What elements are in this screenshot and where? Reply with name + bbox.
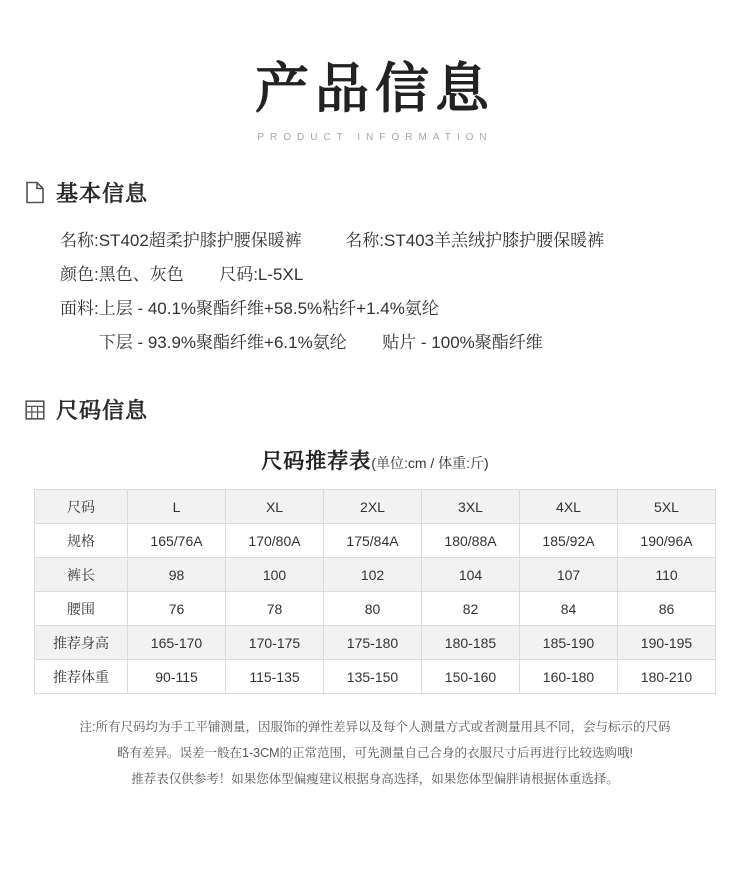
basic-info-row-fabric-lower xyxy=(60,326,750,360)
fabric-upper: 面料:上层 - 40.1%聚酯纤维+58.5%粘纤+1.4%氨纶 xyxy=(60,299,439,319)
table-header-row xyxy=(35,490,716,524)
size-table-title-main: 尺码推荐表 xyxy=(261,450,372,474)
table-header-cell: 3XL xyxy=(422,490,520,524)
product-name-st402: 名称:ST402超柔护膝护腰保暖裤 xyxy=(60,231,302,251)
table-cell: 170/80A xyxy=(226,524,324,558)
page-title-block xyxy=(0,0,750,143)
table-cell: 185/92A xyxy=(520,524,618,558)
table-icon xyxy=(24,398,46,422)
table-cell: 165-170 xyxy=(128,626,226,660)
row-head: 规格 xyxy=(35,524,128,558)
table-header-cell: L xyxy=(128,490,226,524)
fabric-lower: 下层 - 93.9%聚酯纤维+6.1%氨纶 xyxy=(98,333,347,353)
table-cell: 82 xyxy=(422,592,520,626)
size-table-title xyxy=(0,445,750,475)
page-title: 产品信息 xyxy=(255,57,495,120)
section-header-size-info xyxy=(24,394,750,425)
table-cell: 150-160 xyxy=(422,660,520,694)
table-cell: 175-180 xyxy=(324,626,422,660)
note-line: 注:所有尺码均为手工平铺测量，因服饰的弹性差异以及每个人测量方式或者测量用具不同，会与标示的尺码 xyxy=(79,720,671,735)
table-row xyxy=(35,558,716,592)
table-cell: 190-195 xyxy=(618,626,716,660)
table-header-cell: 5XL xyxy=(618,490,716,524)
table-cell: 100 xyxy=(226,558,324,592)
table-cell: 104 xyxy=(422,558,520,592)
section-title-basic-info: 基本信息 xyxy=(56,181,149,207)
fabric-patch: 贴片 - 100%聚酯纤维 xyxy=(382,333,543,353)
note-line: 略有差异。误差一般在1-3CM的正常范围，可先测量自己合身的衣服尺寸后再进行比较选购哦! xyxy=(117,746,633,761)
table-cell: 180-185 xyxy=(422,626,520,660)
table-header-cell: XL xyxy=(226,490,324,524)
table-cell: 80 xyxy=(324,592,422,626)
table-cell: 170-175 xyxy=(226,626,324,660)
table-cell: 110 xyxy=(618,558,716,592)
table-cell: 86 xyxy=(618,592,716,626)
table-cell: 175/84A xyxy=(324,524,422,558)
table-cell: 135-150 xyxy=(324,660,422,694)
table-cell: 107 xyxy=(520,558,618,592)
section-title-size-info: 尺码信息 xyxy=(56,398,149,424)
table-cell: 78 xyxy=(226,592,324,626)
product-name-st403: 名称:ST403羊羔绒护膝护腰保暖裤 xyxy=(345,231,605,251)
table-cell: 76 xyxy=(128,592,226,626)
table-cell: 115-135 xyxy=(226,660,324,694)
row-head: 裤长 xyxy=(35,558,128,592)
table-cell: 160-180 xyxy=(520,660,618,694)
table-header-cell: 4XL xyxy=(520,490,618,524)
page-subtitle: PRODUCT INFORMATION xyxy=(257,132,493,144)
section-header-basic-info xyxy=(24,177,750,208)
document-icon xyxy=(24,181,46,205)
table-cell: 84 xyxy=(520,592,618,626)
table-cell: 180/88A xyxy=(422,524,520,558)
table-row xyxy=(35,626,716,660)
size-notes xyxy=(36,714,714,792)
table-header-cell: 2XL xyxy=(324,490,422,524)
table-cell: 190/96A xyxy=(618,524,716,558)
basic-info-row-fabric-upper xyxy=(60,292,750,326)
basic-info-row-color-size xyxy=(60,258,750,292)
product-size-range: 尺码:L-5XL xyxy=(219,265,304,285)
table-cell: 98 xyxy=(128,558,226,592)
table-row xyxy=(35,660,716,694)
note-line: 推荐表仅供参考！如果您体型偏瘦建议根据身高选择，如果您体型偏胖请根据体重选择。 xyxy=(131,772,619,787)
size-table-title-unit: (单位:cm / 体重:斤) xyxy=(371,455,489,472)
table-cell: 102 xyxy=(324,558,422,592)
table-cell: 185-190 xyxy=(520,626,618,660)
table-cell: 165/76A xyxy=(128,524,226,558)
table-cell: 180-210 xyxy=(618,660,716,694)
basic-info-row-name xyxy=(60,224,750,258)
row-head: 腰围 xyxy=(35,592,128,626)
product-color: 颜色:黑色、灰色 xyxy=(60,265,184,285)
basic-info-list xyxy=(60,224,750,360)
table-header-cell: 尺码 xyxy=(35,490,128,524)
table-row xyxy=(35,592,716,626)
row-head: 推荐身高 xyxy=(35,626,128,660)
table-cell: 90-115 xyxy=(128,660,226,694)
row-head: 推荐体重 xyxy=(35,660,128,694)
table-row xyxy=(35,524,716,558)
size-table xyxy=(34,489,716,694)
